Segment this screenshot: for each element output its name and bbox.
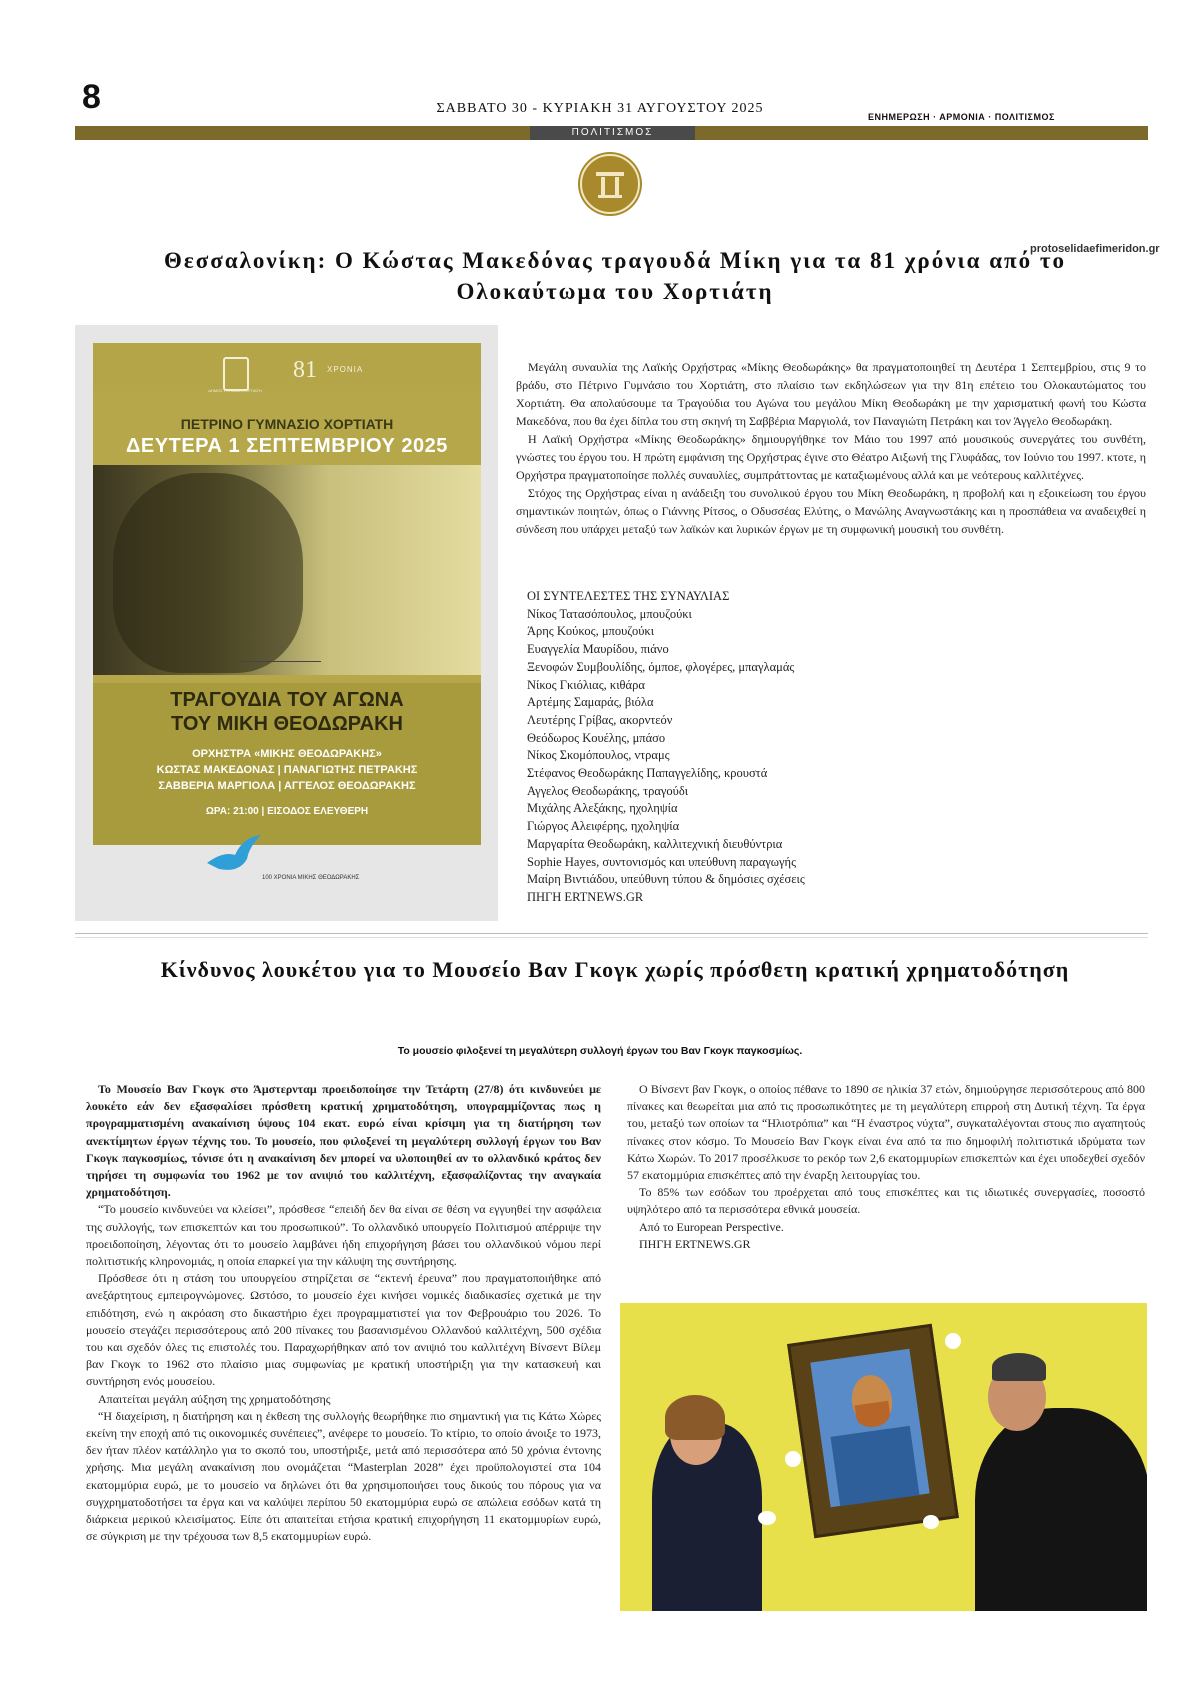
section-label: ΠΟΛΙΤΙΣΜΟΣ	[530, 126, 695, 140]
masthead: ΕΝΗΜΕΡΩΣΗ · ΑΡΜΟΝΙΑ · ΠΟΛΙΤΙΣΜΟΣ	[868, 112, 1055, 122]
credit-item: Αγγελος Θεοδωράκης, τραγούδι	[527, 783, 689, 798]
page-number: 8	[82, 78, 100, 116]
poster-artists	[93, 746, 481, 794]
article2-subheading: Απαιτείται μεγάλη αύξηση της χρηματοδότησης	[98, 1391, 331, 1406]
credit-item: Μιχάλης Αλεξάκης, ηχοληψία	[527, 801, 678, 816]
article-divider-thin	[75, 937, 1148, 938]
credit-item: Ευαγγελία Μαυρίδου, πιάνο	[527, 642, 669, 657]
watermark: protoselidaefimeridon.gr	[1030, 243, 1160, 255]
credit-item: Νίκος Σκομόπουλος, ντραμς	[527, 748, 670, 763]
poster-title	[93, 688, 481, 736]
article2-paragraph: Το 85% των εσόδων του προέρχεται από τους επισκέπτες και τις ιδιωτικές συνεργασίες, ποσοστό υψηλότερο από τα περισσότερα εθνικά μουσεία.	[627, 1185, 1145, 1217]
curator-man	[975, 1408, 1147, 1611]
poster-date: ΔΕΥΤΕΡΑ 1 ΣΕΠΤΕΜΒΡΙΟΥ 2025	[126, 435, 448, 457]
article2-paragraph: “Το μουσείο κινδυνεύει να κλείσει”, πρόσθεσε “επειδή δεν θα είναι σε θέση να εγγυηθεί την ασφάλεια της συλλογής, των επισκεπτών και του προσωπικού”. Το ολλανδικό υπουργείο Πολιτισμού απέρριψε την προειδοποίηση, λέγοντας ότι το μουσείο λαμβάνει ήδη επιχορήγηση βάσει του ολλανδικού νόμου περί πολιτιστικής κληρονομιάς, η οποία επαρκεί για την κάλυψη της συντήρησης.	[86, 1202, 601, 1269]
signature-icon	[241, 643, 321, 662]
white-glove-icon	[923, 1515, 939, 1529]
woman-hair	[665, 1395, 725, 1440]
credit-item: Λευτέρης Γρίβας, ακορντεόν	[527, 712, 673, 727]
article2-lead: Το Μουσείο Βαν Γκογκ στο Άμστερνταμ προειδοποίησε την Τετάρτη (27/8) ότι κινδυνεύει με λουκέτο εάν δεν εξασφαλίσει πρόσθετη κρατική χρηματοδότηση, υπογραμμίζοντας πως η προγραμματισμένη ανακαίνιση ύψους 104 εκατ. ευρώ είναι κρίσιμη για τη διατήρηση των ανεκτίμητων έργων τέχνης του. Το μουσείο, που φιλοξενεί τη μεγαλύτερη συλλογή έργων του Βαν Γκογκ παγκοσμίως, τόνισε ότι η ανακαίνιση δεν μπορεί να υλοποιηθεί αν το ολλανδικό κράτος δεν τηρήσει τη συμφωνία του 1962 με τον ανιψιό του καλλιτέχνη, εξασφαλίζοντας την αναγκαία χρηματοδότηση.	[86, 1082, 601, 1200]
article2-paragraph: Ο Βίνσεντ βαν Γκογκ, ο οποίος πέθανε το 1890 σε ηλικία 37 ετών, δημιούργησε περισσότερους από 800 πίνακες και θεωρείται μια από τις προσωπικότητες με τη μεγαλύτερη επιρροή στη Δυτική τέχνη. Τα έργα του, μεταξύ των οποίων τα “Ηλιοτρόπια” και “Η έναστρος νύχτα”, συγκαταλέγονται στους πιο αγαπητούς πίνακες στον κόσμο. Το Μουσείο Βαν Γκογκ είναι ένα από τα πιο δημοφιλή πολιτιστικά ιδρύματα των Κάτω Χωρών. Το 2017 προσέλκυσε το ρεκόρ των 2,6 εκατομμυρίων επισκεπτών και έχει υποδεχθεί σχεδόν 57 εκατομμύρια επισκέπτες από την έναρξη λειτουργίας του.	[627, 1082, 1145, 1183]
article2-source: ΠΗΓΗ ERTNEWS.GR	[639, 1236, 751, 1251]
credit-item: Στέφανος Θεοδωράκης Παπαγγελίδης, κρουστά	[527, 766, 768, 781]
article1-source: ΠΗΓΗ ERTNEWS.GR	[527, 889, 644, 904]
article1-paragraph: Στόχος της Ορχήστρας είναι η ανάδειξη του συνολικού έργου του Μίκη Θεοδωράκη, η προβολή και η εξοικείωση του έργου σημαντικών ποιητών, όπως ο Γιάννης Ρίτσος, ο Οδυσσέας Ελύτης, ο Μανώλης Αναγνωστάκης και η προσπάθεια να αναδειχθεί η σύνδεση που υπάρχει μεταξύ των λαϊκών και λυρικών έργων με τη συμφωνική μουσική του συνθέτη.	[516, 486, 1146, 536]
credit-item: Αρτέμης Σαμαράς, βιόλα	[527, 695, 654, 710]
poster-venue: ΠΕΤΡΙΝΟ ΓΥΜΝΑΣΙΟ ΧΟΡΤΙΑΤΗ	[180, 416, 394, 432]
poster-title-line2: ΤΟΥ ΜΙΚΗ ΘΕΟΔΩΡΑΚΗ	[171, 713, 403, 735]
dateline: ΣΑΒΒΑΤΟ 30 - ΚΥΡΙΑΚΗ 31 ΑΥΓΟΥΣΤΟΥ 2025	[436, 101, 764, 116]
credit-item: Νίκος Γκιόλιας, κιθάρα	[527, 677, 645, 692]
credit-item: Θεόδωρος Κουέλης, μπάσο	[527, 730, 666, 745]
article2-paragraph: Πρόσθεσε ότι η στάση του υπουργείου στηρίζεται σε “εκτενή έρευνα” που πραγματοποιήθηκε από ανεξάρτητους εμπειρογνώμονες. Ωστόσο, το μουσείο έχει κινήσει νομικές διαδικασίες σχετικά με την επιδότηση, ενώ η ακρόαση στο δικαστήριο έχει προγραμματιστεί για τον Φεβρουάριο του 2026. Το μουσείο στεγάζει περισσότερους από 200 πίνακες του βασανισμένου Ολλανδού καλλιτέχνη, 500 σχέδια του και σχεδόν όλες τις επιστολές του. Παραχωρήθηκαν από τον ανιψιό του καλλιτέχνη Βίνσεντ Βίλεμ βαν Γκογκ το 1962 στο πλαίσιο μιας συμφωνίας με κρατική υποστήριξη για την κατασκευή και συντήρηση ενός μουσείου.	[86, 1271, 601, 1389]
article2-headline: Κίνδυνος λουκέτου για το Μουσείο Βαν Γκογκ χωρίς πρόσθετη κρατική χρηματοδότηση	[160, 957, 1070, 982]
credits-list	[527, 588, 1127, 907]
poster-top-band	[93, 343, 481, 391]
white-glove-icon	[945, 1333, 961, 1349]
bird-logo-caption: 100 ΧΡΟΝΙΑ ΜΙΚΗΣ ΘΕΟΔΩΡΑΚΗΣ	[262, 875, 360, 881]
credits-heading: ΟΙ ΣΥΝΤΕΛΕΣΤΕΣ ΤΗΣ ΣΥΝΑΥΛΙΑΣ	[527, 589, 730, 603]
credit-item: Sophie Hayes, συντονισμός και υπεύθυνη παραγωγής	[527, 854, 797, 869]
anniversary-number: 81	[293, 357, 317, 383]
column-emblem-icon	[578, 152, 642, 216]
portrait-coat	[831, 1426, 920, 1506]
municipality-logo-caption: ΔΗΜΟΣ ΠΥΛΑΙΑΣ-ΧΟΡΤΙΑΤΗ	[208, 388, 262, 393]
man-hair	[992, 1353, 1046, 1381]
credit-item: Μαργαρίτα Θεοδωράκη, καλλιτεχνική διευθύντρια	[527, 836, 783, 851]
poster-title-line1: ΤΡΑΓΟΥΔΙΑ ΤΟΥ ΑΓΩΝΑ	[170, 689, 404, 711]
article2-right-column	[627, 1081, 1145, 1253]
museum-photo	[620, 1303, 1147, 1611]
poster-artists-line1: ΚΩΣΤΑΣ ΜΑΚΕΔΟΝΑΣ | ΠΑΝΑΓΙΩΤΗΣ ΠΕΤΡΑΚΗΣ	[156, 764, 418, 776]
article2-paragraph: “Η διαχείριση, η διατήρηση και η έκθεση της συλλογής θεωρήθηκε πιο σημαντική για τις Κάτω Χώρες εκείνη την εποχή από τις οικονομικές συνέπειες”, ανέφερε το μουσείο. Το κτίριο, το οποίο άνοιξε το 1973, δεν ήταν πλέον κατάλληλο για το σκοπό του, υποστήριξε, μετά από περισσότερα από 50 χρόνια έντονης χρήσης. Μια μεγάλη ανακαίνιση που ονομάζεται “Masterplan 2028” έχει προϋπολογιστεί στα 104 εκατομμύρια ευρώ, με το μουσείο να δηλώνει ότι θα χρησιμοποιήσει τους δικούς του πόρους για να συγχρηματοδοτήσει τα έργα και να καλύψει περίπου 50 εκατομμύρια ευρώ σε απώλεια εσόδων κατά τη διάρκεια μερικού κλεισίματος. Είπε ότι απαιτείται ετήσια κρατική επιχορήγηση 11 εκατομμυρίων ευρώ, σε σύγκριση με την τρέχουσα των 8,5 εκατομμυρίων ευρώ.	[86, 1408, 601, 1544]
white-glove-icon	[785, 1451, 801, 1467]
article-divider	[75, 933, 1148, 934]
credit-item: Ξενοφών Συμβουλίδης, όμποε, φλογέρες, μπαγλαμάς	[527, 659, 795, 674]
concert-poster	[93, 343, 481, 845]
article1-paragraph: Η Λαϊκή Ορχήστρα «Μίκης Θεοδωράκης» δημιουργήθηκε τον Μάιο του 1997 από μουσικούς συνεργάτες του συνθέτη, γνώστες του έργου του. Η πρώτη εμφάνιση της Ορχήστρας έγινε στο Θέατρο Αιξωνή της Γλυφάδας, τον Ιούνιο του 1997. κτοτε, η Ορχήστρα πραγματοποίησε πολλές συναυλίες, συμπράττοντας με καταξιωμένους αλλά και με νεότερους καλλιτέχνες.	[516, 432, 1146, 482]
white-glove-icon	[758, 1511, 776, 1525]
credit-item: Γιώργος Αλειφέρης, ηχοληψία	[527, 819, 680, 834]
article2-left-column	[86, 1081, 601, 1545]
municipality-logo-icon	[223, 357, 249, 391]
poster-artists-line2: ΣΑΒΒΕΡΙΑ ΜΑΡΓΙΟΛΑ | ΑΓΓΕΛΟΣ ΘΕΟΔΩΡΑΚΗΣ	[158, 780, 416, 792]
article1-body	[516, 358, 1146, 538]
credit-item: Νίκος Τατασόπουλος, μπουζούκι	[527, 606, 692, 621]
bird-logo-icon	[205, 833, 265, 878]
credit-item: Άρης Κούκος, μπουζούκι	[527, 624, 655, 639]
article1-headline: Θεσσαλονίκη: Ο Κώστας Μακεδόνας τραγουδά Μίκη για τα 81 χρόνια από το Ολοκαύτωμα του Χορτιάτη	[164, 248, 1066, 304]
poster-time: ΩΡΑ: 21:00 | ΕΙΣΟΔΟΣ ΕΛΕΥΘΕΡΗ	[205, 806, 369, 817]
article2-paragraph: Από το European Perspective.	[639, 1219, 784, 1234]
article1-paragraph: Μεγάλη συναυλία της Λαϊκής Ορχήστρας «Μίκης Θεοδωράκης» θα πραγματοποιηθεί τη Δευτέρα 1 Σεπτεμβρίου, στις 9 το βράδυ, στο Πέτρινο Γυμνάσιο του Χορτιάτη, στο πλαίσιο των εκδηλώσεων για την 81η επέτειο του Ολοκαυτώματος του Χορτιάτη. Θα απολαύσουμε τα Τραγούδια του Αγώνα του μεγάλου Μίκη Θεοδωράκη με την χαρισματική φωνή του Κώστα Μακεδόνα, που θα έχει δίπλα του στη σκηνή τη Σαββέρια Μαργιολά, τον Παναγιώτη Πετράκη και τον Άγγελο Θεοδωράκη.	[516, 360, 1146, 428]
credit-item: Μαίρη Βιντιάδου, υπεύθυνη τύπου & δημόσιες σχέσεις	[527, 872, 805, 887]
anniversary-label: ΧΡΟΝΙΑ	[327, 365, 364, 374]
article2-subhead: Το μουσείο φιλοξενεί τη μεγαλύτερη συλλογή έργων του Βαν Γκογκ παγκοσμίως.	[397, 1045, 803, 1057]
poster-orchestra: ΟΡΧΗΣΤΡΑ «ΜΙΚΗΣ ΘΕΟΔΩΡΑΚΗΣ»	[192, 748, 382, 760]
